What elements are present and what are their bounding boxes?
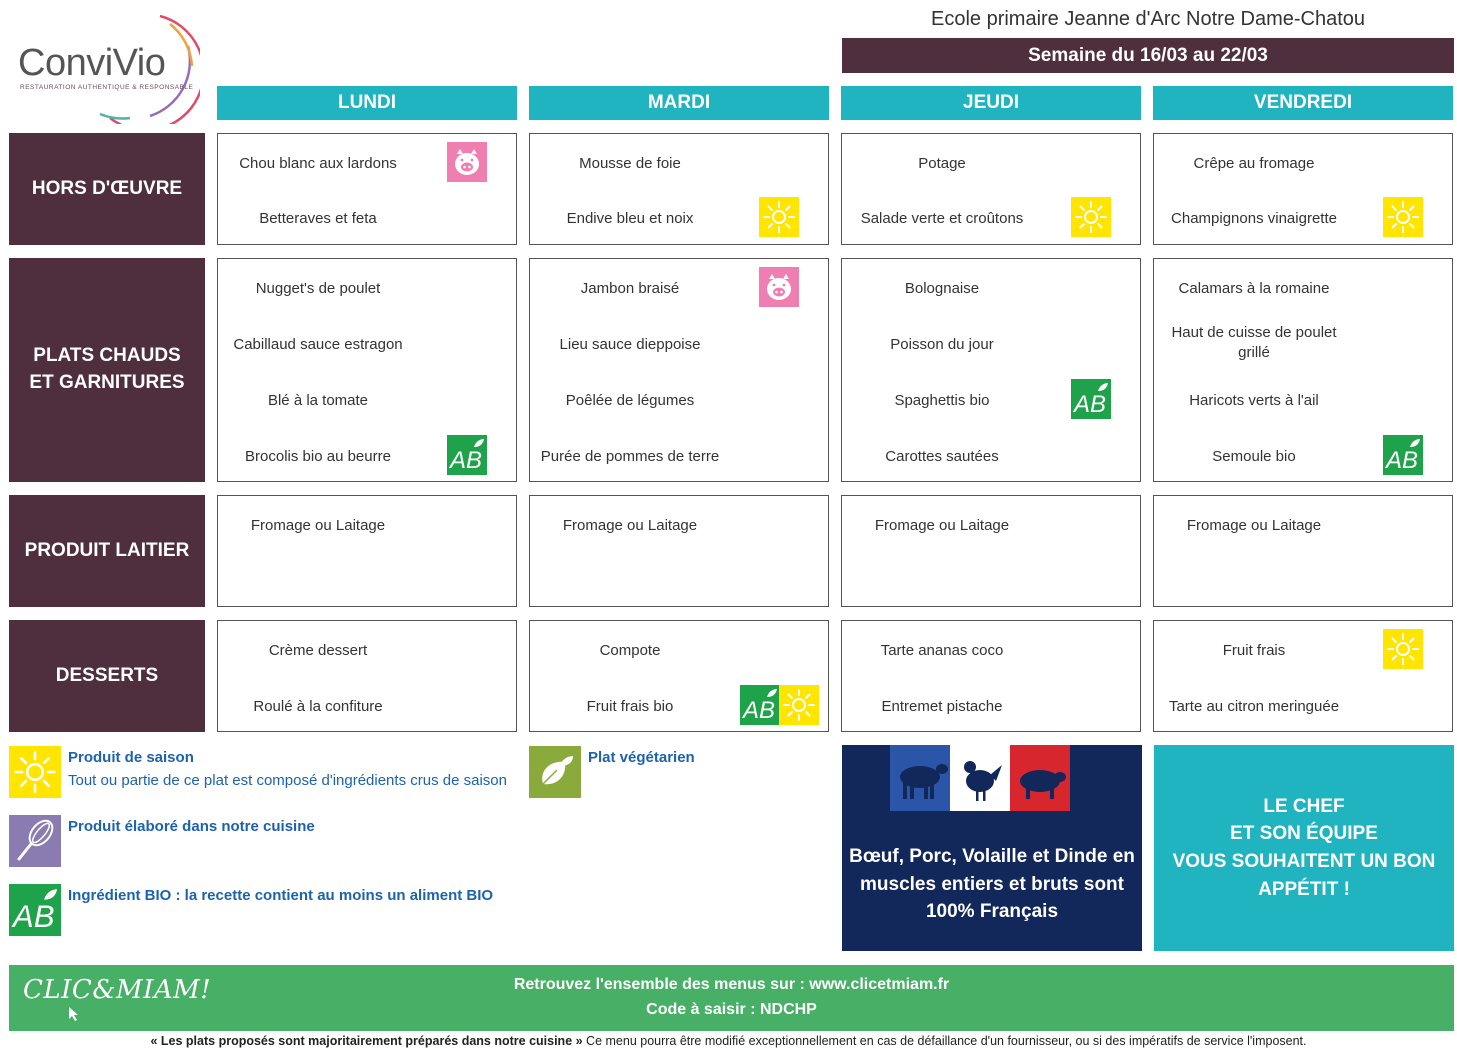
menu-item: Tarte ananas coco <box>880 642 1004 659</box>
menu-item: Salade verte et croûtons <box>860 210 1024 227</box>
legend-cuisine: Produit élaboré dans notre cuisine <box>68 818 315 835</box>
cell-lundi-hors <box>217 133 517 245</box>
school-name: Ecole primaire Jeanne d'Arc Notre Dame-Chatou <box>930 8 1365 30</box>
french-meat-panel <box>842 745 1142 951</box>
cell-vendredi-hors <box>1153 133 1453 245</box>
row-label-produit-laitier: PRODUIT LAITIER <box>9 495 205 607</box>
menu-item: Mousse de foie <box>579 155 681 172</box>
cell-lundi-desserts <box>217 620 517 732</box>
day-header-vendredi: VENDREDI <box>1153 86 1453 120</box>
logo-brand: ConviVio <box>18 42 166 84</box>
menu-item: Carottes sautées <box>885 448 999 465</box>
menu-item: Potage <box>918 155 966 172</box>
season-legend-icon <box>9 746 61 798</box>
week-banner: Semaine du 16/03 au 22/03 <box>842 38 1454 73</box>
menu-item: Fromage ou Laitage <box>874 517 1010 534</box>
pork-icon <box>447 142 487 182</box>
menu-item: Blé à la tomate <box>267 392 369 409</box>
row-label-plats-chauds: PLATS CHAUDS ET GARNITURES <box>9 258 205 482</box>
chef-line: LE CHEF <box>1263 795 1345 817</box>
legend-vege: Plat végétarien <box>588 749 695 766</box>
menu-item: Nugget's de poulet <box>255 280 381 297</box>
disclaimer-rest: Ce menu pourra être modifié exceptionnellement en cas de défaillance d'un fournisseur, ou si des impératifs de service l'imposent. <box>582 1034 1307 1048</box>
legend-saison-title: Produit de saison <box>68 749 194 766</box>
menu-item: Tarte au citron meringuée <box>1168 698 1340 715</box>
disclaimer-bold: « Les plats proposés sont majoritairement préparés dans notre cuisine » <box>150 1034 583 1048</box>
season-icon <box>779 685 819 725</box>
menu-item: Entremet pistache <box>881 698 1003 715</box>
season-icon <box>1383 197 1423 237</box>
cell-jeudi-desserts <box>841 620 1141 732</box>
day-header-lundi: LUNDI <box>217 86 517 120</box>
bio-icon <box>1383 435 1423 475</box>
bio-icon <box>740 685 780 725</box>
menu-item: Fruit frais <box>1222 642 1286 659</box>
convivio-logo <box>10 6 200 124</box>
menu-item: Haricots verts à l'ail <box>1189 392 1319 409</box>
menu-item: Compote <box>599 642 661 659</box>
chef-message-panel <box>1154 745 1454 951</box>
chef-line: VOUS SOUHAITENT UN BON <box>1172 851 1436 872</box>
pork-icon <box>759 267 799 307</box>
bio-icon <box>1071 379 1111 419</box>
season-icon <box>759 197 799 237</box>
menu-item: Semoule bio <box>1212 448 1296 465</box>
clicmiam-logo: CLIC&MIAM! <box>23 975 212 1005</box>
menu-item: Fromage ou Laitage <box>250 517 386 534</box>
cell-mardi-plats <box>529 258 829 482</box>
legend-bio: Ingrédient BIO : la recette contient au moins un aliment BIO <box>68 887 494 904</box>
bio-legend-icon <box>9 884 61 936</box>
cell-lundi-plats <box>217 258 517 482</box>
menu-item: Crème dessert <box>268 642 368 659</box>
footer-banner <box>9 965 1454 1031</box>
menu-item: Brocolis bio au beurre <box>245 448 391 465</box>
menu-item: Champignons vinaigrette <box>1171 210 1337 227</box>
menu-item: Jambon braisé <box>580 280 680 297</box>
menu-item: Spaghettis bio <box>894 392 990 409</box>
menu-item: Chou blanc aux lardons <box>239 155 397 172</box>
menu-item: Haut de cuisse de poulet grillé <box>1171 324 1337 362</box>
day-header-jeudi: JEUDI <box>841 86 1141 120</box>
leaf-icon <box>529 746 581 798</box>
chef-line: APPÉTIT ! <box>1258 878 1350 900</box>
menu-item: Endive bleu et noix <box>566 210 694 227</box>
menu-item: Bolognaise <box>904 280 980 297</box>
meat-origin-text: Bœuf, Porc, Volaille et Dinde en muscles entiers et bruts sont 100% Français <box>849 846 1135 923</box>
menu-item: Poisson du jour <box>890 336 994 353</box>
footer-website-text[interactable]: Retrouvez l'ensemble des menus sur : www.clicetmiam.fr <box>513 976 950 993</box>
cell-mardi-desserts <box>529 620 829 732</box>
menu-item: Fruit frais bio <box>586 698 674 715</box>
day-header-mardi: MARDI <box>529 86 829 120</box>
animals-icon <box>890 745 1070 811</box>
cell-vendredi-laitier <box>1153 495 1453 607</box>
season-icon <box>1383 629 1423 669</box>
season-icon <box>1071 197 1111 237</box>
legend-saison-desc: Tout ou partie de ce plat est composé d'ingrédients crus de saison <box>68 772 507 789</box>
menu-item: Betteraves et feta <box>259 210 377 227</box>
cell-jeudi-plats <box>841 258 1141 482</box>
whisk-icon <box>9 815 61 867</box>
row-label-hors-doeuvre: HORS D'ŒUVRE <box>9 133 205 245</box>
cell-jeudi-laitier <box>841 495 1141 607</box>
footer-code-text: Code à saisir : NDCHP <box>646 1001 817 1018</box>
menu-item: Lieu sauce dieppoise <box>559 336 701 353</box>
chef-line: ET SON ÉQUIPE <box>1230 823 1378 845</box>
cell-jeudi-hors <box>841 133 1141 245</box>
menu-item: Purée de pommes de terre <box>540 448 720 465</box>
logo-tagline: RESTAURATION AUTHENTIQUE & RESPONSABLE <box>20 84 194 91</box>
cell-mardi-laitier <box>529 495 829 607</box>
cell-lundi-laitier <box>217 495 517 607</box>
menu-item: Fromage ou Laitage <box>562 517 698 534</box>
menu-item: Calamars à la romaine <box>1178 280 1330 297</box>
row-label-desserts: DESSERTS <box>9 620 205 732</box>
bio-icon <box>447 435 487 475</box>
menu-item: Cabillaud sauce estragon <box>233 336 403 353</box>
menu-item: Fromage ou Laitage <box>1186 517 1322 534</box>
disclaimer-note <box>0 1034 1457 1048</box>
menu-item: Crêpe au fromage <box>1193 155 1315 172</box>
cell-vendredi-desserts <box>1153 620 1453 732</box>
cell-vendredi-plats <box>1153 258 1453 482</box>
menu-item: Poêlée de légumes <box>565 392 695 409</box>
cell-mardi-hors <box>529 133 829 245</box>
menu-item: Roulé à la confiture <box>253 698 383 715</box>
